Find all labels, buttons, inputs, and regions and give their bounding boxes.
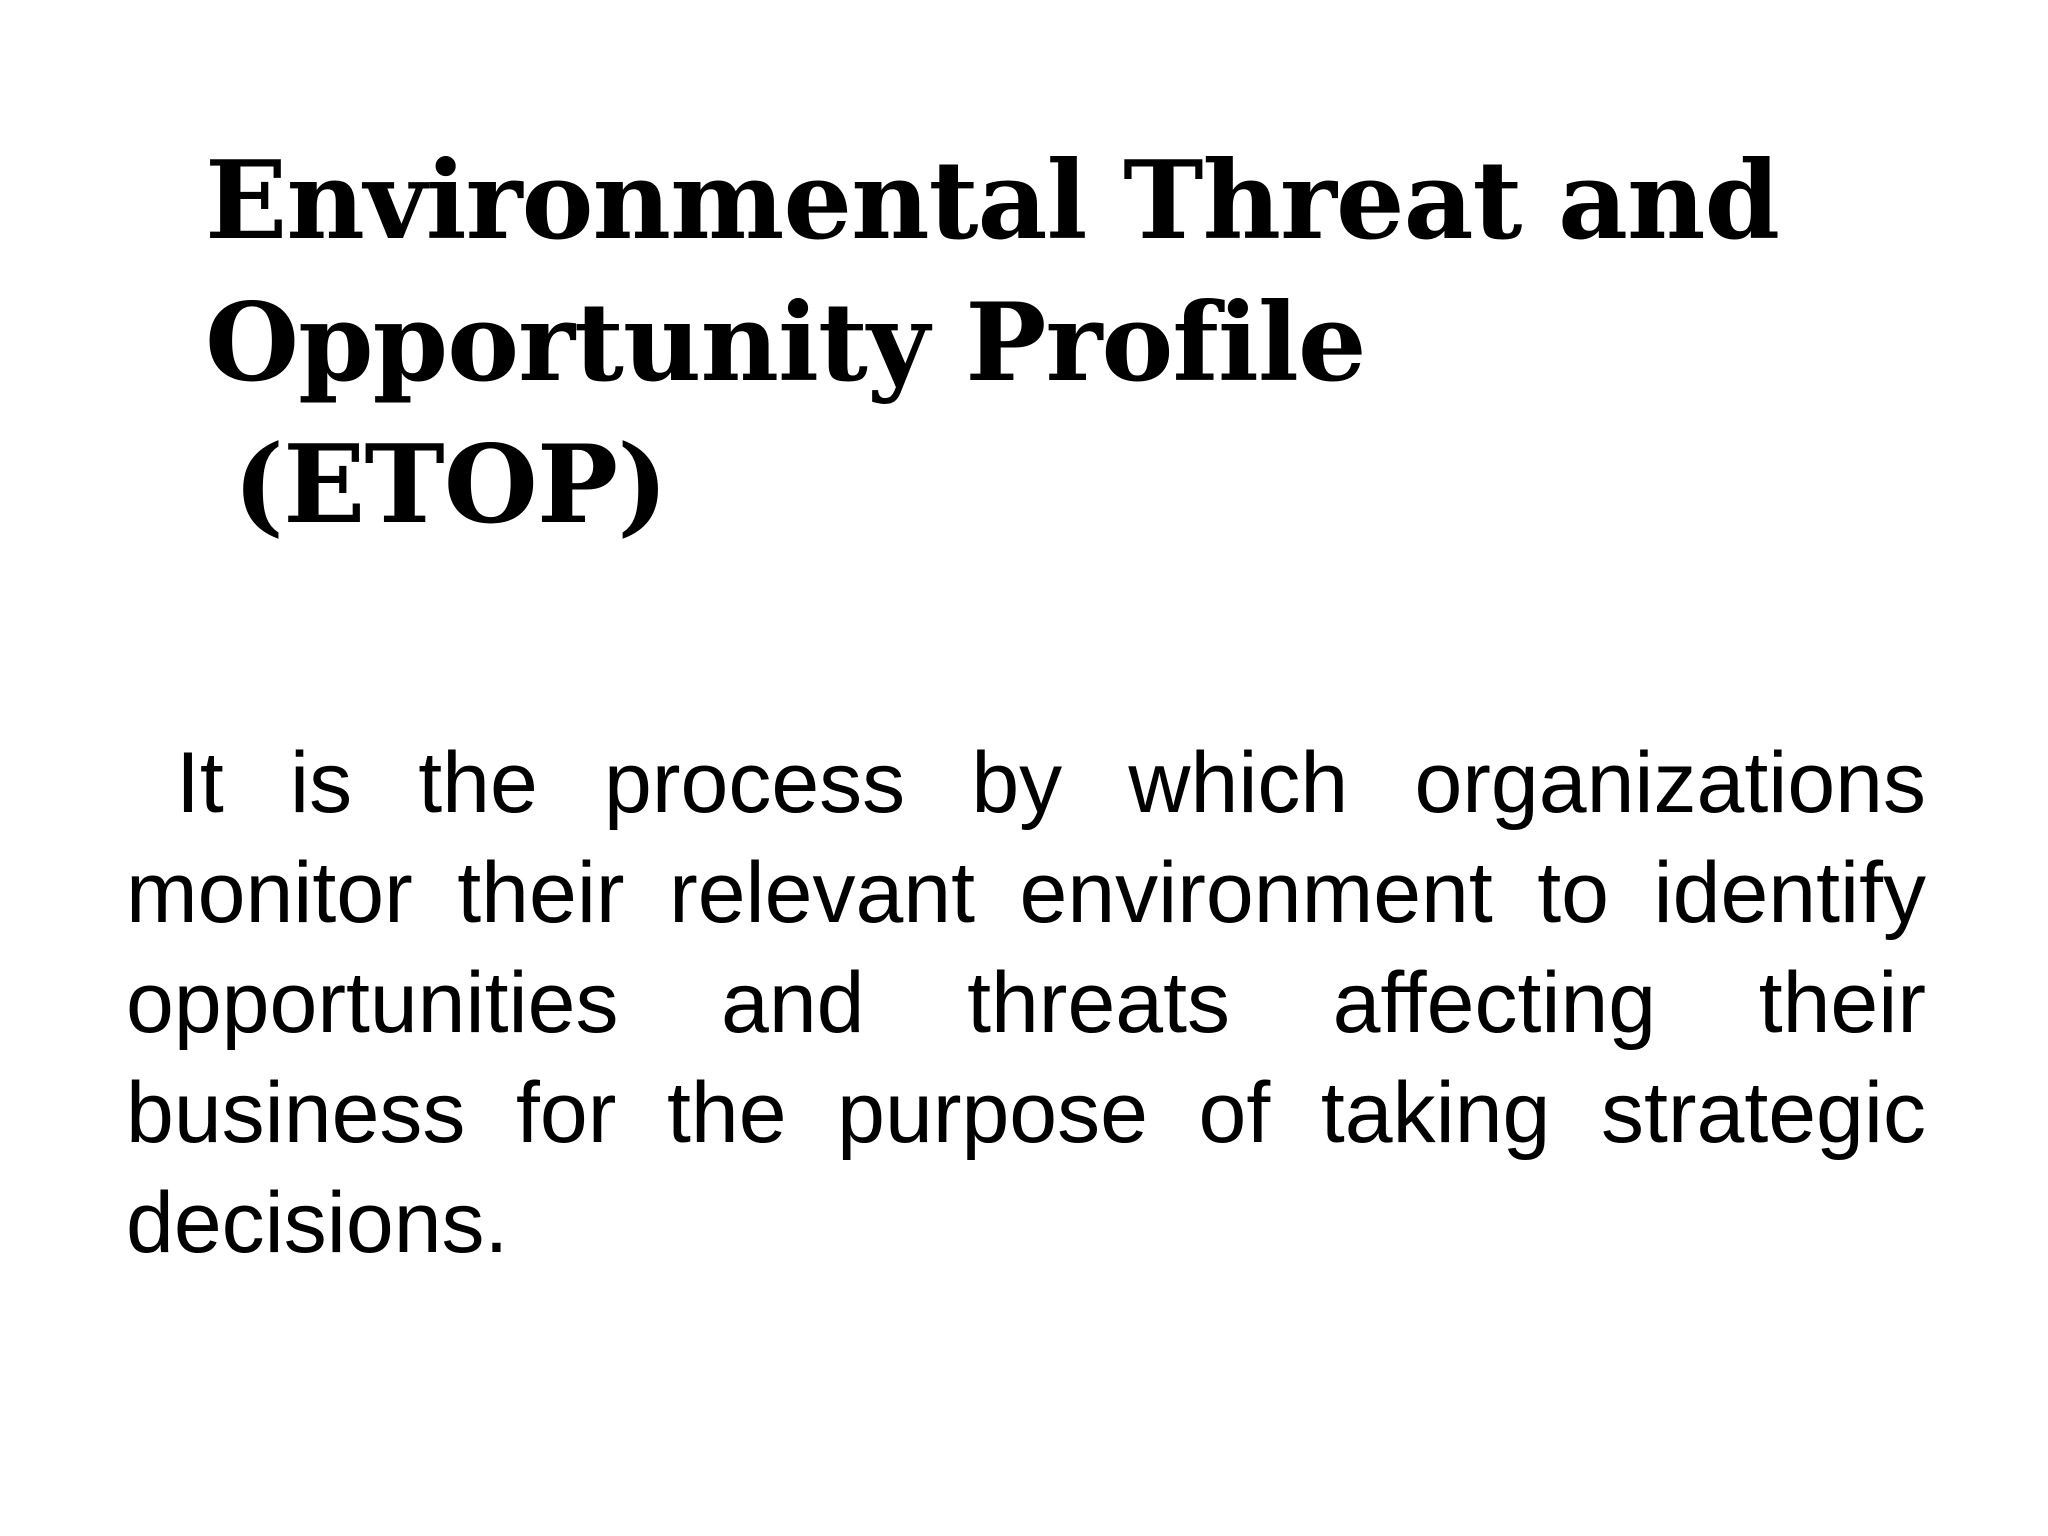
title-line-1: Environmental Threat and — [205, 138, 1780, 264]
slide-title — [205, 130, 1905, 556]
slide-body-text: It is the process by which organizations monitor their relevant environment to identify opportunities and threats affecting their business for the purpose of taking strategic decisions. — [126, 735, 1926, 1271]
title-line-3: (ETOP) — [233, 422, 668, 548]
title-line-2: Opportunity Profile — [205, 280, 1366, 406]
